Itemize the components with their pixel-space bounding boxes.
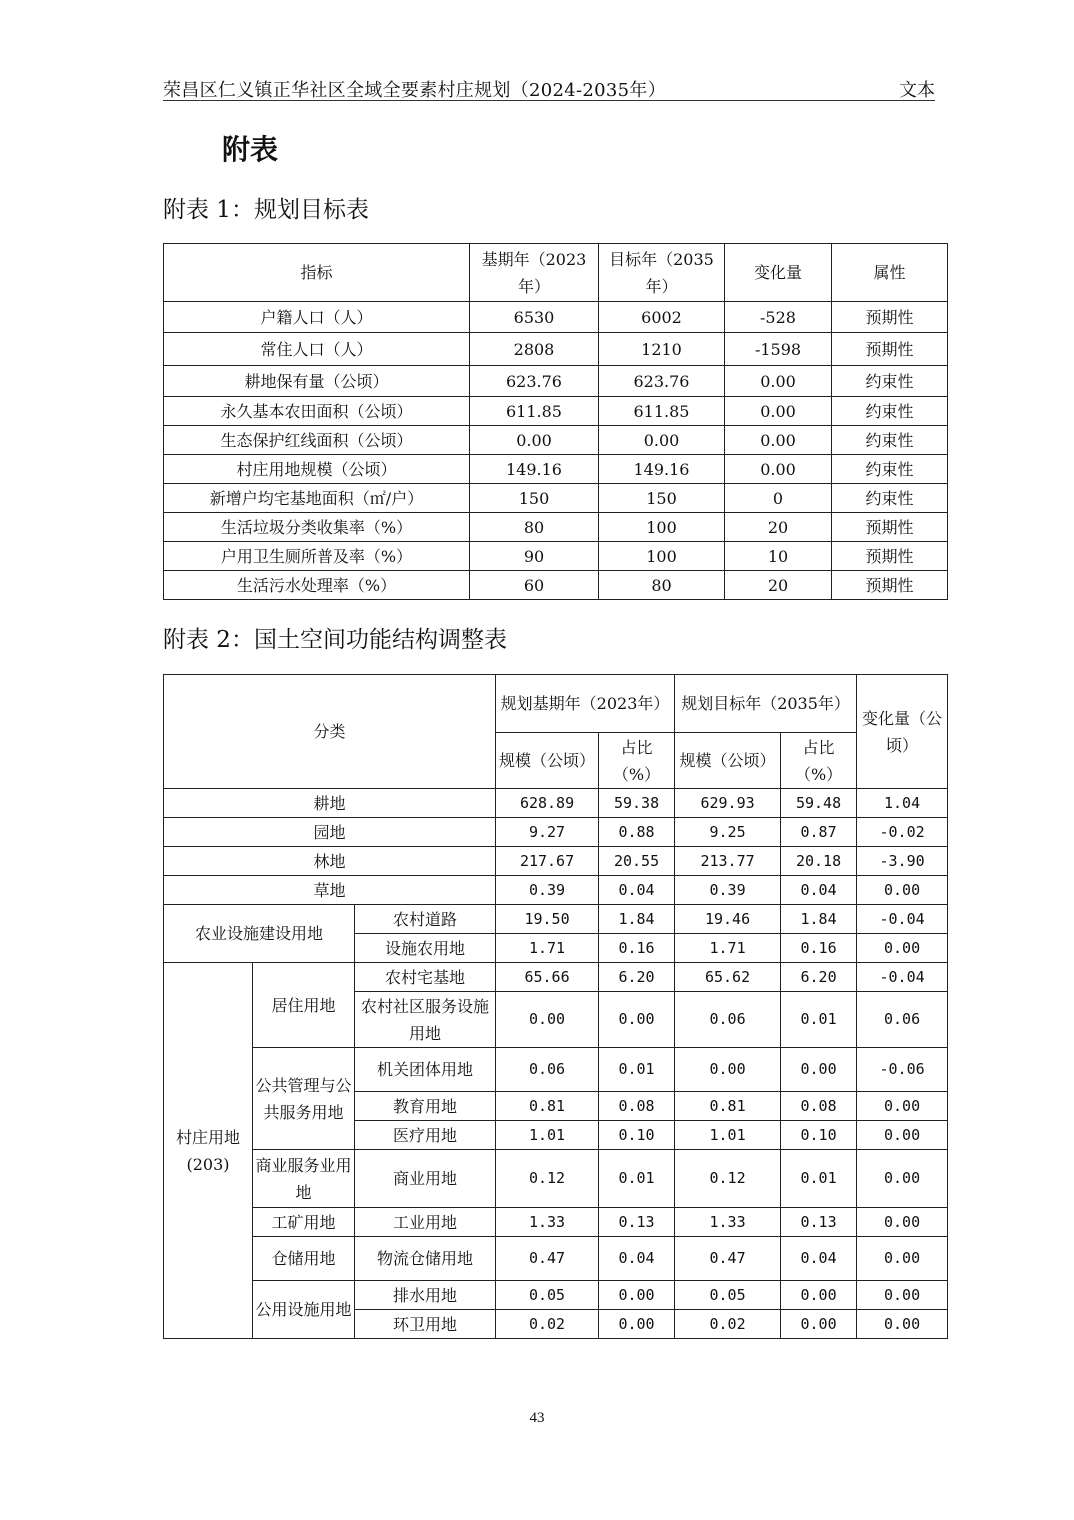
subgroup-cell: 公用设施用地 — [253, 1281, 355, 1339]
table-row — [164, 818, 948, 847]
subgroup-cell: 居住用地 — [253, 963, 355, 1048]
table-cell: 59.38 — [599, 789, 675, 818]
table-cell: 0.04 — [599, 876, 675, 905]
table-cell: 150 — [470, 484, 599, 513]
table-cell: 623.76 — [599, 366, 725, 397]
table-cell: 0.04 — [781, 876, 857, 905]
subgroup-cell: 仓储用地 — [253, 1237, 355, 1281]
table-cell: 1.84 — [599, 905, 675, 934]
table-cell: 0.00 — [675, 1048, 781, 1092]
table-cell: 0.00 — [857, 1237, 948, 1281]
indicator-cell: 户籍人口（人） — [164, 302, 470, 333]
table-cell: 0.88 — [599, 818, 675, 847]
table-cell: 0.00 — [781, 1048, 857, 1092]
table-cell: 0.39 — [675, 876, 781, 905]
table-cell: -528 — [725, 302, 832, 333]
table-row — [164, 789, 948, 818]
table-cell: 0.00 — [781, 1281, 857, 1310]
indicator-cell: 生活污水处理率（%） — [164, 571, 470, 600]
table-cell: 19.50 — [496, 905, 599, 934]
table-cell: 149.16 — [470, 455, 599, 484]
table-cell: 1.33 — [675, 1208, 781, 1237]
category-cell: 教育用地 — [355, 1092, 496, 1121]
table-cell: 0.00 — [857, 1310, 948, 1339]
document-title: 荣昌区仁义镇正华社区全域全要素村庄规划（2024-2035年） — [163, 80, 666, 101]
table-cell: 2808 — [470, 333, 599, 366]
land-structure-table — [163, 674, 948, 1339]
table-cell: 623.76 — [470, 366, 599, 397]
table-cell: 1.71 — [675, 934, 781, 963]
table-cell: 0.00 — [599, 992, 675, 1048]
table-row — [164, 397, 948, 426]
table-row — [164, 366, 948, 397]
table-cell: 217.67 — [496, 847, 599, 876]
table-row — [164, 455, 948, 484]
table-row — [164, 1237, 948, 1281]
table-cell: 预期性 — [832, 513, 948, 542]
table-cell: 100 — [599, 542, 725, 571]
table-row — [164, 1048, 948, 1092]
col-header-scale: 规模（公顷） — [496, 733, 599, 789]
table-cell: 628.89 — [496, 789, 599, 818]
table-cell: 0.00 — [725, 426, 832, 455]
subgroup-cell: 商业服务业用地 — [253, 1150, 355, 1208]
table-cell: -0.04 — [857, 905, 948, 934]
table-cell: 0.12 — [496, 1150, 599, 1208]
table-cell: 预期性 — [832, 571, 948, 600]
table-cell: 0.00 — [599, 1310, 675, 1339]
table-cell: 9.27 — [496, 818, 599, 847]
appendix-heading: 附表 — [222, 133, 279, 166]
table-cell: 9.25 — [675, 818, 781, 847]
table-row — [164, 542, 948, 571]
table-cell: 0.00 — [725, 397, 832, 426]
category-cell: 物流仓储用地 — [355, 1237, 496, 1281]
table-header-row — [164, 675, 948, 733]
table-cell: 0.13 — [781, 1208, 857, 1237]
table-cell: 0.00 — [857, 1150, 948, 1208]
table-cell: 0.81 — [675, 1092, 781, 1121]
indicator-cell: 户用卫生厕所普及率（%） — [164, 542, 470, 571]
subgroup-cell: 公共管理与公共服务用地 — [253, 1048, 355, 1150]
table2-body — [164, 789, 948, 1339]
table-cell: 约束性 — [832, 455, 948, 484]
table-row — [164, 484, 948, 513]
table-cell: 20 — [725, 571, 832, 600]
table-cell: 20.55 — [599, 847, 675, 876]
table-cell: 0.00 — [857, 934, 948, 963]
col-header-ratio: 占比（%） — [599, 733, 675, 789]
table1-caption: 附表 1：规划目标表 — [163, 197, 369, 223]
table-row — [164, 905, 948, 934]
table-cell: 0.01 — [781, 992, 857, 1048]
table-cell: 0.87 — [781, 818, 857, 847]
table-cell: 0.47 — [675, 1237, 781, 1281]
col-header: 变化量 — [725, 244, 832, 302]
table-cell: 59.48 — [781, 789, 857, 818]
table-cell: 0 — [725, 484, 832, 513]
group-cell: 村庄用地(203) — [164, 963, 253, 1339]
table-cell: 0.39 — [496, 876, 599, 905]
table-row — [164, 1150, 948, 1208]
table-header-row — [164, 244, 948, 302]
col-header-scale: 规模（公顷） — [675, 733, 781, 789]
table-cell: 611.85 — [470, 397, 599, 426]
category-cell: 设施农用地 — [355, 934, 496, 963]
table-cell: -3.90 — [857, 847, 948, 876]
table-cell: 90 — [470, 542, 599, 571]
category-cell: 林地 — [164, 847, 496, 876]
category-cell: 医疗用地 — [355, 1121, 496, 1150]
table-cell: 19.46 — [675, 905, 781, 934]
category-cell: 农村宅基地 — [355, 963, 496, 992]
table-cell: 0.00 — [725, 455, 832, 484]
table-cell: 1.84 — [781, 905, 857, 934]
col-header: 属性 — [832, 244, 948, 302]
table-cell: -0.02 — [857, 818, 948, 847]
table-cell: 0.02 — [496, 1310, 599, 1339]
category-cell: 耕地 — [164, 789, 496, 818]
table-cell: 0.47 — [496, 1237, 599, 1281]
table-cell: 预期性 — [832, 333, 948, 366]
category-cell: 商业用地 — [355, 1150, 496, 1208]
category-cell: 机关团体用地 — [355, 1048, 496, 1092]
table-cell: 0.00 — [857, 876, 948, 905]
col-header: 基期年（2023年） — [470, 244, 599, 302]
indicator-cell: 常住人口（人） — [164, 333, 470, 366]
table-cell: 65.66 — [496, 963, 599, 992]
table-row — [164, 876, 948, 905]
table-row — [164, 333, 948, 366]
table-cell: 0.02 — [675, 1310, 781, 1339]
planning-target-table — [163, 243, 948, 600]
table-cell: 0.00 — [857, 1208, 948, 1237]
table2-caption: 附表 2：国土空间功能结构调整表 — [163, 627, 507, 653]
table-cell: 6530 — [470, 302, 599, 333]
category-cell: 农村社区服务设施用地 — [355, 992, 496, 1048]
table-cell: 0.16 — [781, 934, 857, 963]
table-cell: 预期性 — [832, 542, 948, 571]
category-cell: 园地 — [164, 818, 496, 847]
category-cell: 环卫用地 — [355, 1310, 496, 1339]
table-cell: 0.06 — [857, 992, 948, 1048]
table-cell: 0.06 — [496, 1048, 599, 1092]
table-cell: 0.16 — [599, 934, 675, 963]
table-cell: 0.00 — [599, 1281, 675, 1310]
table-cell: -0.04 — [857, 963, 948, 992]
table-cell: 0.01 — [599, 1150, 675, 1208]
category-cell: 排水用地 — [355, 1281, 496, 1310]
table-cell: 629.93 — [675, 789, 781, 818]
table-cell: 6.20 — [599, 963, 675, 992]
indicator-cell: 生态保护红线面积（公顷） — [164, 426, 470, 455]
table-cell: 0.04 — [781, 1237, 857, 1281]
table-cell: 0.05 — [675, 1281, 781, 1310]
table-cell: 0.00 — [470, 426, 599, 455]
table-cell: 0.00 — [781, 1310, 857, 1339]
table-cell: 约束性 — [832, 397, 948, 426]
table-row — [164, 426, 948, 455]
table-row — [164, 513, 948, 542]
table-cell: 0.01 — [599, 1048, 675, 1092]
table-cell: 100 — [599, 513, 725, 542]
table-cell: 80 — [599, 571, 725, 600]
col-header-ratio: 占比（%） — [781, 733, 857, 789]
table-cell: -0.06 — [857, 1048, 948, 1092]
table-cell: 0.00 — [857, 1092, 948, 1121]
table-cell: 65.62 — [675, 963, 781, 992]
table-row — [164, 847, 948, 876]
table-cell: 20.18 — [781, 847, 857, 876]
indicator-cell: 生活垃圾分类收集率（%） — [164, 513, 470, 542]
category-cell: 农村道路 — [355, 905, 496, 934]
table-cell: 约束性 — [832, 366, 948, 397]
table-cell: 0.10 — [781, 1121, 857, 1150]
table-cell: 6002 — [599, 302, 725, 333]
table-cell: 预期性 — [832, 302, 948, 333]
table-cell: 60 — [470, 571, 599, 600]
table-cell: 0.06 — [675, 992, 781, 1048]
indicator-cell: 新增户均宅基地面积（㎡/户） — [164, 484, 470, 513]
category-cell: 工业用地 — [355, 1208, 496, 1237]
category-cell: 草地 — [164, 876, 496, 905]
group-cell: 农业设施建设用地 — [164, 905, 355, 963]
table-cell: 20 — [725, 513, 832, 542]
table-cell: 0.08 — [599, 1092, 675, 1121]
table-cell: 149.16 — [599, 455, 725, 484]
page-header — [163, 74, 935, 101]
table-row — [164, 1208, 948, 1237]
table-row — [164, 963, 948, 992]
table-cell: 0.00 — [857, 1121, 948, 1150]
subgroup-cell: 工矿用地 — [253, 1208, 355, 1237]
table-cell: 1.04 — [857, 789, 948, 818]
table-cell: 80 — [470, 513, 599, 542]
table-cell: 1.01 — [496, 1121, 599, 1150]
table-cell: 6.20 — [781, 963, 857, 992]
table-row — [164, 1281, 948, 1310]
page-number: 43 — [529, 1410, 545, 1426]
col-header: 目标年（2035年） — [599, 244, 725, 302]
table-cell: 1.01 — [675, 1121, 781, 1150]
table-cell: 1210 — [599, 333, 725, 366]
indicator-cell: 耕地保有量（公顷） — [164, 366, 470, 397]
table-cell: 0.12 — [675, 1150, 781, 1208]
table-cell: 约束性 — [832, 484, 948, 513]
table-cell: 0.00 — [725, 366, 832, 397]
table-cell: 约束性 — [832, 426, 948, 455]
header-section-label: 文本 — [899, 80, 935, 101]
table-cell: 1.33 — [496, 1208, 599, 1237]
table-cell: 611.85 — [599, 397, 725, 426]
table-cell: 213.77 — [675, 847, 781, 876]
table-cell: 150 — [599, 484, 725, 513]
table-cell: 0.00 — [496, 992, 599, 1048]
table-cell: 1.71 — [496, 934, 599, 963]
col-header-base-year: 规划基期年（2023年） — [496, 675, 675, 733]
table-cell: 0.01 — [781, 1150, 857, 1208]
table-cell: 0.04 — [599, 1237, 675, 1281]
table-cell: 0.05 — [496, 1281, 599, 1310]
col-header-category: 分类 — [164, 675, 496, 789]
table-cell: -1598 — [725, 333, 832, 366]
indicator-cell: 永久基本农田面积（公顷） — [164, 397, 470, 426]
table-cell: 0.00 — [599, 426, 725, 455]
table-cell: 10 — [725, 542, 832, 571]
table-row — [164, 302, 948, 333]
table-cell: 0.10 — [599, 1121, 675, 1150]
table1-body — [164, 302, 948, 600]
col-header-change: 变化量（公顷） — [857, 675, 948, 789]
col-header-target-year: 规划目标年（2035年） — [675, 675, 857, 733]
col-header: 指标 — [164, 244, 470, 302]
table-cell: 0.08 — [781, 1092, 857, 1121]
table-cell: 0.00 — [857, 1281, 948, 1310]
table-cell: 0.81 — [496, 1092, 599, 1121]
table-cell: 0.13 — [599, 1208, 675, 1237]
indicator-cell: 村庄用地规模（公顷） — [164, 455, 470, 484]
table-row — [164, 571, 948, 600]
